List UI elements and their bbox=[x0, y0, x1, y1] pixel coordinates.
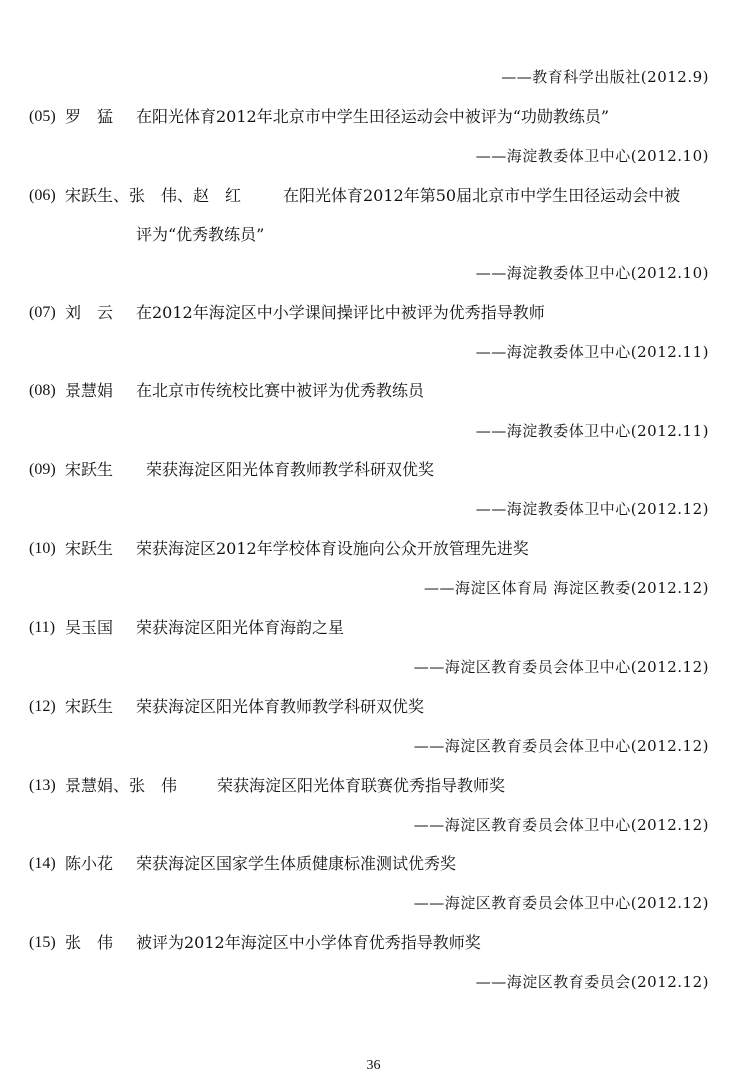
entry-source: ——海淀教委体卫中心(2012.10) bbox=[475, 264, 709, 282]
entry-source: ——海淀教委体卫中心(2012.10) bbox=[475, 147, 709, 165]
entry-source: ——海淀区教育委员会体卫中心(2012.12) bbox=[413, 658, 709, 676]
entry-names: 宋跃生 bbox=[65, 539, 114, 558]
entry-source: ——海淀区教育委员会体卫中心(2012.12) bbox=[413, 737, 709, 755]
entry-description: 荣获海淀区阳光体育教师教学科研双优奖 bbox=[136, 697, 425, 716]
entry-names: 景慧娟、张 伟 bbox=[65, 776, 178, 795]
entry-names: 宋跃生、张 伟、赵 红 bbox=[65, 186, 242, 205]
entry-description: 在北京市传统校比赛中被评为优秀教练员 bbox=[136, 381, 425, 400]
entry-description: 荣获海淀区国家学生体质健康标准测试优秀奖 bbox=[136, 854, 457, 873]
entry-source: ——海淀区教育委员会体卫中心(2012.12) bbox=[413, 894, 709, 912]
entry-description-continued: 评为“优秀教练员” bbox=[136, 225, 265, 244]
entry-description: 荣获海淀区阳光体育海韵之星 bbox=[136, 618, 345, 637]
entry-source: ——海淀教委体卫中心(2012.11) bbox=[475, 343, 709, 361]
entry-source: ——海淀区教育委员会(2012.12) bbox=[475, 973, 709, 991]
entry-number: (07) bbox=[29, 304, 56, 321]
entry-source: ——海淀教委体卫中心(2012.11) bbox=[475, 422, 709, 440]
top-source: ——教育科学出版社(2012.9) bbox=[501, 68, 709, 86]
entry-names: 宋跃生 bbox=[65, 697, 114, 716]
entry-names: 罗 猛 bbox=[65, 107, 114, 126]
entry-number: (09) bbox=[29, 461, 56, 478]
entry-number: (15) bbox=[29, 934, 56, 951]
entry-description: 在阳光体育2012年第50届北京市中学生田径运动会中被 bbox=[283, 186, 681, 205]
entry-number: (06) bbox=[29, 187, 56, 204]
entry-source: ——海淀区体育局 海淀区教委(2012.12) bbox=[423, 579, 709, 597]
entry-description: 荣获海淀区2012年学校体育设施向公众开放管理先进奖 bbox=[136, 539, 529, 558]
entry-source: ——海淀教委体卫中心(2012.12) bbox=[475, 500, 709, 518]
entry-description: 被评为2012年海淀区中小学体育优秀指导教师奖 bbox=[136, 933, 481, 952]
entry-number: (12) bbox=[29, 698, 56, 715]
entry-number: (08) bbox=[29, 382, 56, 399]
entry-names: 张 伟 bbox=[65, 933, 114, 952]
entry-names: 陈小花 bbox=[65, 854, 114, 873]
entry-names: 吴玉国 bbox=[65, 618, 114, 637]
entry-names: 刘 云 bbox=[65, 303, 114, 322]
entry-description: 在2012年海淀区中小学课间操评比中被评为优秀指导教师 bbox=[136, 303, 545, 322]
entry-description: 在阳光体育2012年北京市中学生田径运动会中被评为“功勋教练员” bbox=[136, 107, 610, 126]
entry-number: (05) bbox=[29, 108, 56, 125]
entry-number: (11) bbox=[29, 619, 56, 636]
entry-source: ——海淀区教育委员会体卫中心(2012.12) bbox=[413, 816, 709, 834]
page-number: 36 bbox=[366, 1058, 381, 1073]
entry-description: 荣获海淀区阳光体育联赛优秀指导教师奖 bbox=[217, 776, 506, 795]
entry-names: 景慧娟 bbox=[65, 381, 114, 400]
entry-number: (10) bbox=[29, 540, 56, 557]
entry-names: 宋跃生 bbox=[65, 460, 114, 479]
entry-description: 荣获海淀区阳光体育教师教学科研双优奖 bbox=[146, 460, 435, 479]
entry-number: (14) bbox=[29, 855, 56, 872]
entry-number: (13) bbox=[29, 777, 56, 794]
